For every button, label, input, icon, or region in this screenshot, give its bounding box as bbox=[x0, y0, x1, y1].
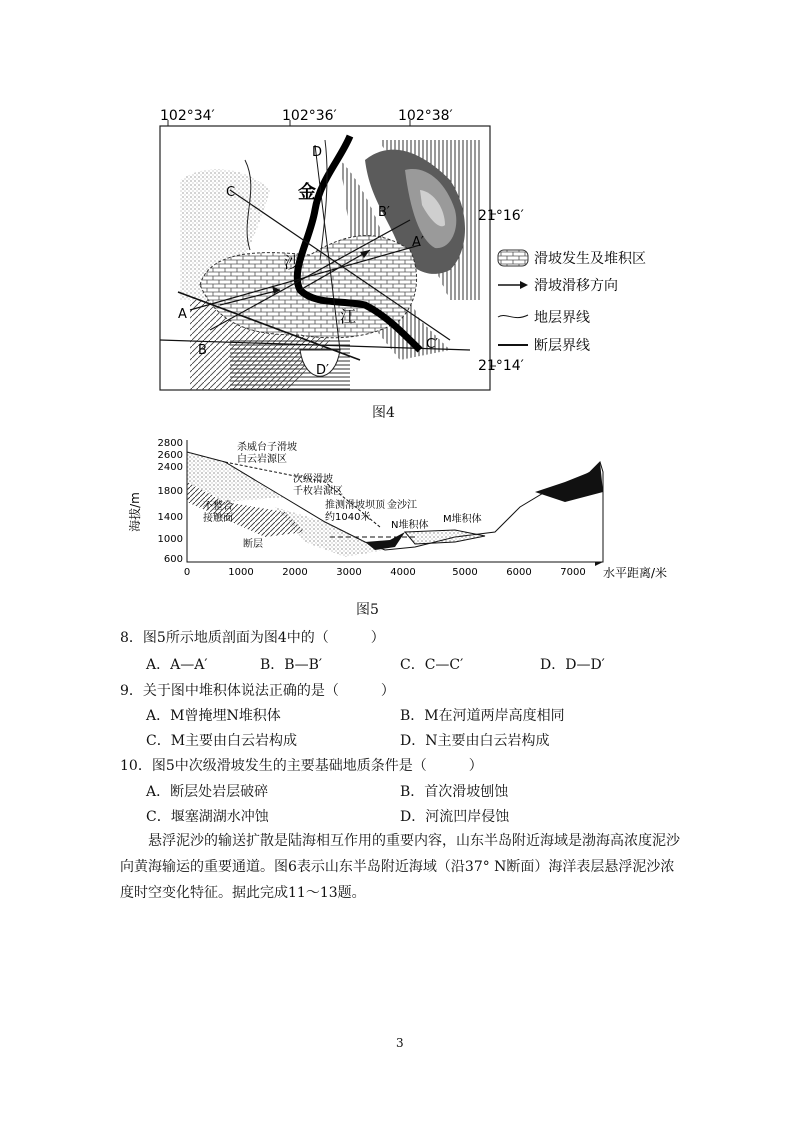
figure-5-caption: 图5 bbox=[356, 602, 379, 618]
point-b: B bbox=[198, 343, 207, 358]
question-10-stem: 10．图5中次级滑坡发生的主要基础地质条件是（ ） bbox=[120, 758, 483, 774]
question-9-option-c: C．M主要由白云岩构成 bbox=[146, 733, 298, 749]
ytick: 2800 bbox=[157, 438, 183, 449]
fig5-xlabel: 水平距离/米 bbox=[603, 566, 668, 580]
ytick: 2400 bbox=[157, 462, 183, 473]
ytick: 2600 bbox=[157, 450, 183, 461]
xtick: 6000 bbox=[506, 567, 532, 578]
lon-label-2: 102°36′ bbox=[282, 108, 337, 124]
ytick: 600 bbox=[163, 554, 183, 565]
ytick: 1400 bbox=[157, 512, 183, 523]
xtick: 0 bbox=[183, 567, 191, 578]
ytick: 1800 bbox=[157, 486, 183, 497]
lat-label-2: 21°14′ bbox=[478, 358, 524, 374]
legend-direction-label: 滑坡滑移方向 bbox=[534, 278, 618, 294]
question-9-option-a: A．M曾掩埋N堆积体 bbox=[146, 708, 281, 724]
figure-5-profile bbox=[125, 432, 685, 592]
question-10-option-b: B．首次滑坡刨蚀 bbox=[400, 784, 509, 800]
question-9-option-d: D．N主要由白云岩构成 bbox=[400, 733, 550, 749]
fig5-annot-5: 推测滑坡坝顶 bbox=[325, 500, 385, 511]
legend-strata-swatch bbox=[498, 315, 528, 318]
fig5-annot-2: 白云岩源区 bbox=[237, 454, 287, 465]
question-8-stem: 8．图5所示地质剖面为图4中的（ ） bbox=[120, 630, 385, 646]
river-label-sha: 沙 bbox=[284, 253, 301, 272]
question-10-option-d: D．河流凹岸侵蚀 bbox=[400, 809, 510, 825]
lon-label-1: 102°34′ bbox=[160, 108, 215, 124]
fig5-annot-9: M堆积体 bbox=[443, 514, 482, 525]
river-label-jiang: 江 bbox=[340, 307, 357, 326]
passage bbox=[120, 828, 680, 906]
point-a-prime: A′ bbox=[412, 235, 424, 250]
question-8-option-c: C．C—C′ bbox=[400, 657, 464, 673]
fig5-annot-4: 千枚岩源区 bbox=[293, 486, 343, 497]
question-10-option-a: A．断层处岩层破碎 bbox=[146, 784, 269, 800]
fig5-annot-10: 不整合 bbox=[203, 501, 233, 512]
legend-landslide-label: 滑坡发生及堆积区 bbox=[534, 251, 646, 267]
fig5-annot-3: 次级滑坡 bbox=[293, 474, 333, 485]
xtick: 2000 bbox=[282, 567, 308, 578]
lon-label-3: 102°38′ bbox=[398, 108, 453, 124]
point-c-prime: C′ bbox=[426, 337, 439, 352]
point-a: A bbox=[178, 307, 187, 322]
question-8-option-a: A．A—A′ bbox=[146, 657, 208, 673]
lat-label-1: 21°16′ bbox=[478, 208, 524, 224]
fig5-annot-6: 约1040米 bbox=[325, 512, 371, 523]
river-label-jin: 金 bbox=[298, 182, 316, 203]
point-b-prime: B′ bbox=[378, 205, 390, 220]
point-c: C bbox=[226, 185, 236, 200]
passage-line-3: 度时空变化特征。据此完成11～13题。 bbox=[120, 885, 366, 901]
fig5-ylabel: 海拔/m bbox=[128, 492, 142, 532]
ytick: 1000 bbox=[157, 534, 183, 545]
passage-line-1: 悬浮泥沙的输送扩散是陆海相互作用的重要内容，山东半岛附近海域是渤海高浓度泥沙 bbox=[148, 833, 680, 849]
xtick: 1000 bbox=[228, 567, 254, 578]
question-8-option-d: D．D—D′ bbox=[540, 657, 605, 673]
figure-4-map bbox=[150, 100, 710, 400]
point-d-prime: D′ bbox=[316, 363, 329, 378]
legend-fault-label: 断层界线 bbox=[534, 338, 590, 354]
page-number: 3 bbox=[396, 1036, 404, 1050]
question-9-stem: 9．关于图中堆积体说法正确的是（ ） bbox=[120, 683, 395, 699]
question-9-option-b: B．M在河道两岸高度相同 bbox=[400, 708, 565, 724]
fig5-annot-8: N堆积体 bbox=[391, 520, 429, 531]
point-d: D bbox=[312, 145, 323, 160]
xtick: 3000 bbox=[336, 567, 362, 578]
fig5-annot-11: 接触面 bbox=[203, 513, 233, 524]
fig5-annot-7: 金沙江 bbox=[387, 500, 417, 511]
fig5-annot-12: 断层 bbox=[243, 539, 263, 550]
question-8-option-b: B．B—B′ bbox=[260, 657, 323, 673]
xtick: 5000 bbox=[452, 567, 478, 578]
legend-landslide-swatch bbox=[498, 250, 528, 266]
legend-strata-label: 地层界线 bbox=[534, 310, 590, 326]
fig5-annot-1: 杀威台子滑坡 bbox=[237, 442, 297, 453]
figure-4-caption: 图4 bbox=[372, 405, 395, 421]
xtick: 7000 bbox=[560, 567, 586, 578]
xtick: 4000 bbox=[390, 567, 416, 578]
question-10-option-c: C．堰塞湖湖水冲蚀 bbox=[146, 809, 269, 825]
passage-line-2: 向黄海输运的重要通道。图6表示山东半岛附近海域（沿37° N断面）海洋表层悬浮泥沙浓 bbox=[120, 859, 675, 875]
